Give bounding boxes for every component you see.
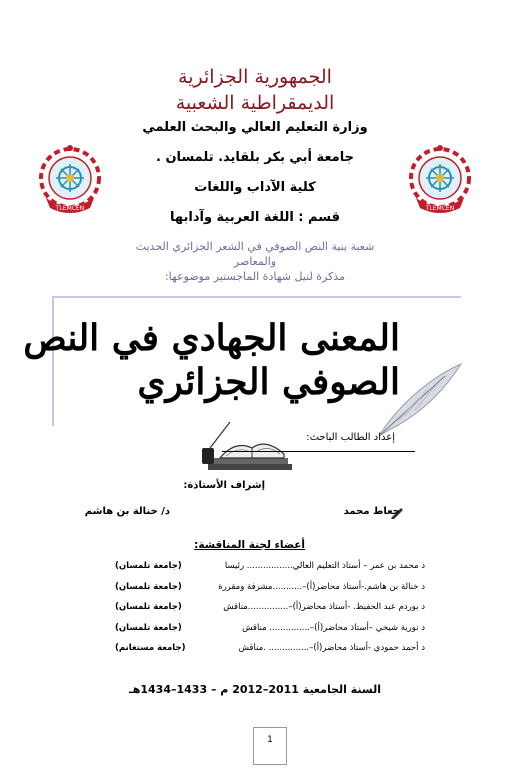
member-details: د بوردم عبد الحفيظ. -أستاذ محاضر(أ)–...............مناقش (223, 602, 425, 612)
specialty-line: شعبة بنية النص الصوفي في الشعر الجزائري الحديث (135, 240, 375, 253)
thesis-purpose-line: مذكرة لنيل شهادة الماجستير موضوعها: (164, 270, 346, 283)
committee-title: أعضاء لجنة المناقشة: (194, 539, 305, 551)
member-details: د نورية شيخي –أستاذ محاضر(أ)–............... مناقش (242, 623, 425, 633)
member-university: (جامعة تلمسان) (115, 561, 182, 571)
republic-line-2: الديمقراطية الشعبية (175, 92, 335, 114)
member-university: (جامعة مستغانم) (115, 643, 186, 653)
supervisor-name: د/ خنالة بن هاشم (84, 506, 170, 517)
logo-left-text: TLEMCEN (55, 205, 85, 212)
thesis-title-line-1: المعنى الجهادي في النص (23, 317, 400, 359)
member-university: (جامعة تلمسان) (115, 582, 182, 592)
member-details: د محمد بن عمر – أستاذ التعليم العالي................. رئيسا (224, 561, 425, 571)
ministry-name: وزارة التعليم العالي والبحث العلمي (142, 120, 368, 135)
member-details: د خنالة بن هاشم.-أستاذ محاضر(أ)–...........مشرفة ومقررة (218, 582, 425, 592)
supervision-label: إشراف الأستاذة: (183, 480, 265, 491)
preparation-label: إعداد الطالب الباحث: (306, 432, 395, 443)
member-university: (جامعة تلمسان) (115, 623, 182, 633)
member-university: (جامعة تلمسان) (115, 602, 182, 612)
republic-line-1: الجمهورية الجزائرية (178, 66, 332, 88)
department-name: قسم : اللغة العربية وآدابها (170, 210, 340, 225)
university-name: جامعة أبي بكر بلقايد. تلمسان . (156, 150, 354, 165)
university-logo-left (36, 140, 104, 220)
academic-year: السنة الجامعية 2011–2012 م – 1433–1434هـ (128, 683, 381, 696)
member-details: د أحمد حمودي -أستاذ محاضر(أ)–............... .مناقش (238, 643, 425, 653)
logo-right-text: TLEMCEN (425, 205, 455, 212)
thesis-title-line-2: الصوفي الجزائري (137, 361, 400, 403)
specialty-line-cont: والمعاصر (233, 255, 277, 268)
university-logo-right (406, 140, 474, 220)
student-name: جعاط محمد (343, 506, 400, 517)
preparation-underline (222, 451, 415, 452)
page-number: 1 (253, 727, 287, 765)
faculty-name: كلية الآداب واللغات (194, 180, 316, 195)
